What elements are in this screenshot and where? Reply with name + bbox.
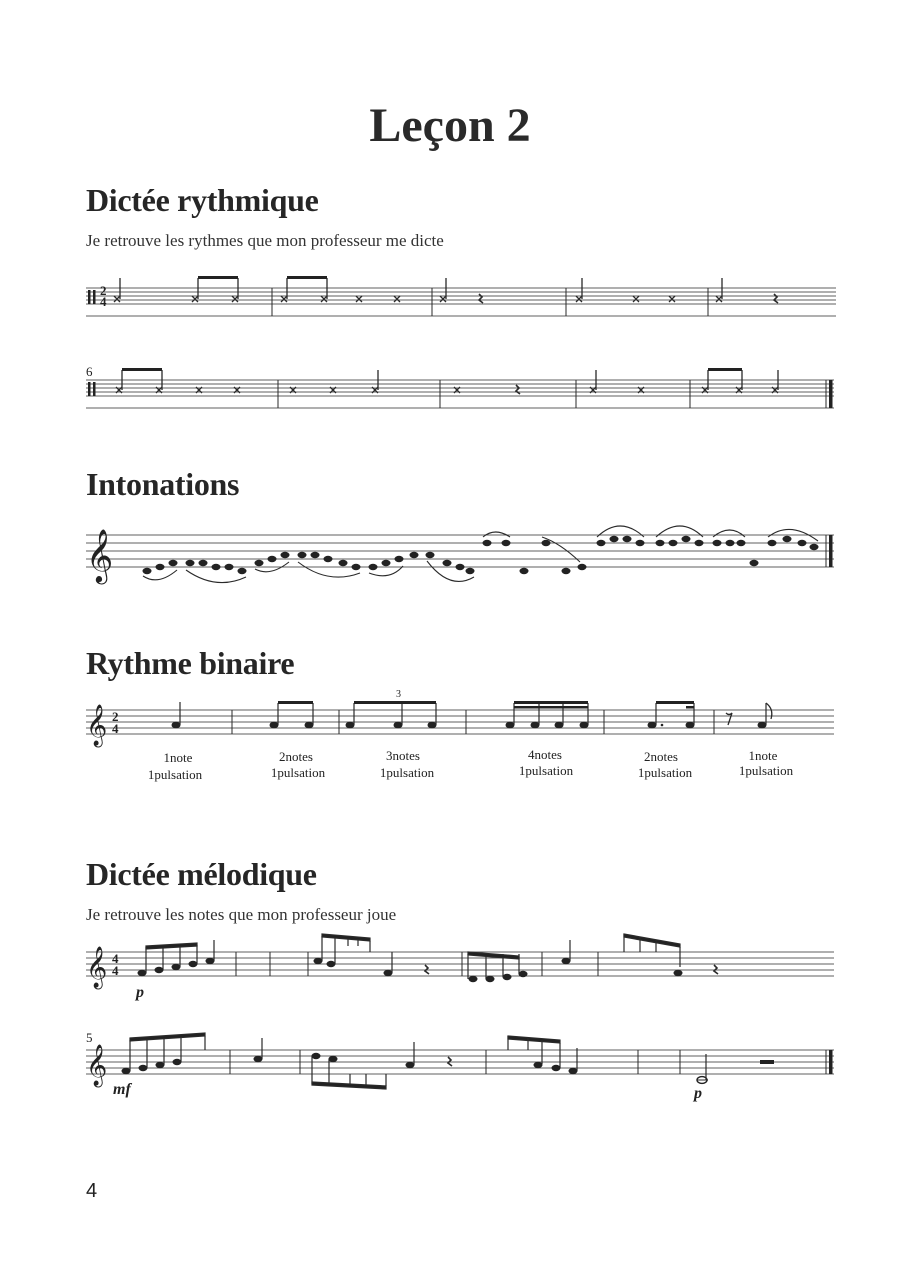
binary-notes <box>172 689 772 734</box>
intonation-notes <box>143 536 819 574</box>
staff-lines <box>86 380 834 408</box>
melodic-staff-1 <box>0 932 900 1012</box>
svg-text:4: 4 <box>112 951 119 966</box>
svg-text:4: 4 <box>112 963 119 978</box>
melodic-dictation-instruction: Je retrouve les notes que mon professeur joue <box>86 905 397 924</box>
melodic-staff-2 <box>0 1030 900 1110</box>
svg-text:4: 4 <box>100 294 107 309</box>
binary-rhythm-staff <box>0 690 900 800</box>
svg-text:2notes: 2notes <box>279 749 313 764</box>
svg-text:1pulsation: 1pulsation <box>379 765 435 780</box>
svg-text:3notes: 3notes <box>386 748 420 763</box>
svg-text:1pulsation: 1pulsation <box>270 765 326 780</box>
tuplet-number: 3 <box>396 689 401 700</box>
rhythm-staff-2 <box>0 360 900 430</box>
measure-number: 5 <box>86 1030 93 1045</box>
dynamic-marking: p <box>136 984 144 1001</box>
svg-text:1pulsation: 1pulsation <box>147 767 203 782</box>
intonations-heading: Intonations <box>86 466 240 502</box>
dynamic-marking: p <box>694 1085 702 1102</box>
svg-text:2: 2 <box>100 283 107 298</box>
melodic-dictation-heading: Dictée mélodique <box>86 856 317 892</box>
rhythm-dictation-heading: Dictée rythmique <box>86 182 319 218</box>
slurs <box>143 526 818 583</box>
svg-text:1pulsation: 1pulsation <box>637 765 693 780</box>
rhythm-labels <box>148 747 794 782</box>
rhythm-dictation-instruction: Je retrouve les rythmes que mon professeur me dicte <box>86 231 444 250</box>
svg-text:1note: 1note <box>748 748 778 763</box>
treble-clef-icon: 𝄞 <box>86 947 108 988</box>
treble-clef-icon: 𝄞 <box>86 705 108 746</box>
svg-text:2: 2 <box>112 709 119 724</box>
svg-text:2notes: 2notes <box>644 749 678 764</box>
treble-clef-icon: 𝄞 <box>86 1045 108 1086</box>
svg-text:1note: 1note <box>163 750 193 765</box>
time-signature <box>100 283 107 309</box>
dynamic-marking: mf <box>113 1081 131 1098</box>
page-number: 4 <box>86 1180 98 1202</box>
binary-rhythm-heading: Rythme binaire <box>86 645 295 681</box>
staff-lines <box>86 1050 834 1074</box>
staff-lines <box>86 710 834 734</box>
staff-lines <box>86 952 834 976</box>
staff-lines <box>86 535 834 567</box>
page-title: Leçon 2 <box>369 99 531 152</box>
measure-number: 6 <box>86 364 93 379</box>
svg-text:4: 4 <box>112 721 119 736</box>
intonations-staff <box>0 515 900 595</box>
svg-text:1pulsation: 1pulsation <box>738 763 794 778</box>
svg-text:1pulsation: 1pulsation <box>518 763 574 778</box>
melodic-notes <box>122 1033 775 1089</box>
time-signature <box>112 951 119 978</box>
svg-text:4notes: 4notes <box>528 747 562 762</box>
time-signature <box>112 709 119 736</box>
rhythm-staff-1 <box>0 270 900 340</box>
treble-clef-icon: 𝄞 <box>86 528 114 582</box>
